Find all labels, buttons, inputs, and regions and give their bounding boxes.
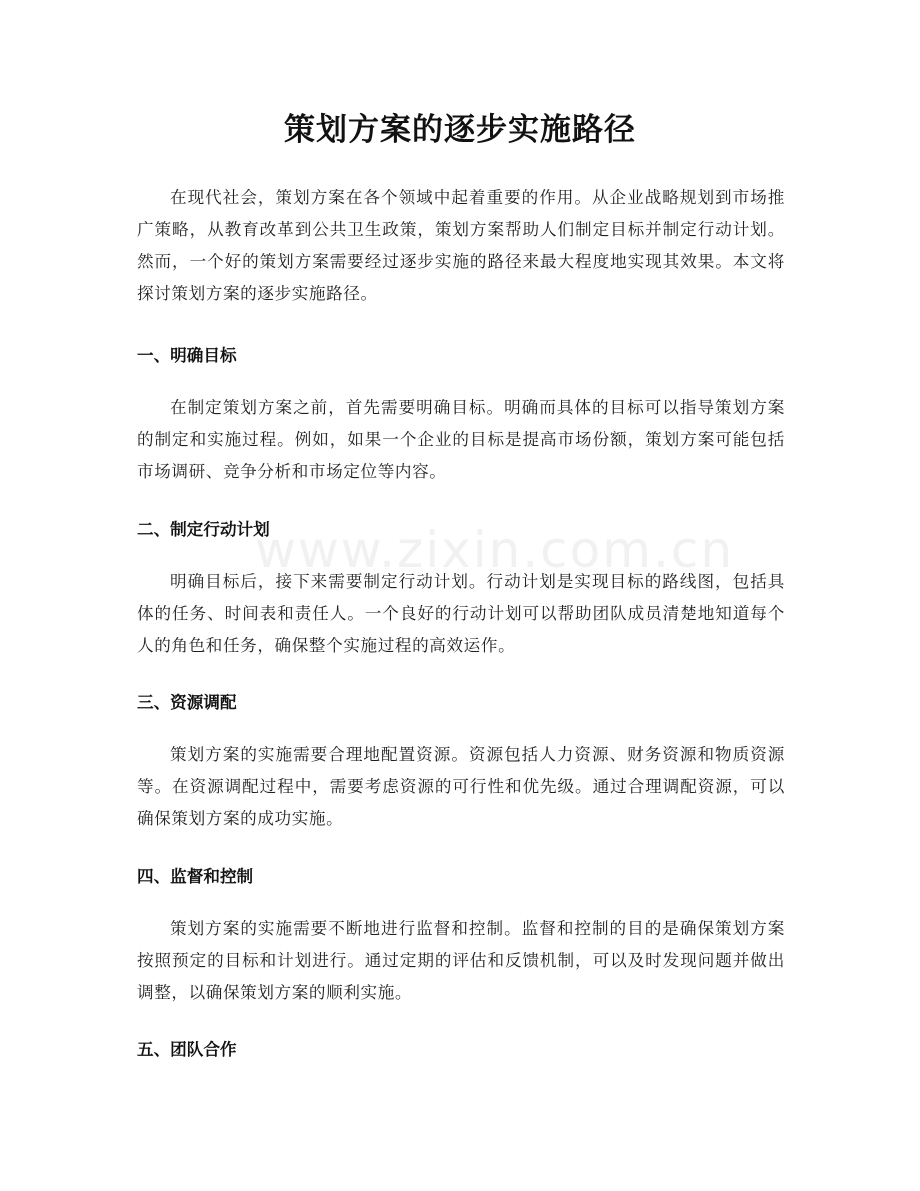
intro-paragraph: 在现代社会，策划方案在各个领域中起着重要的作用。从企业战略规划到市场推广策略，从教育改革到公共卫生政策，策划方案帮助人们制定目标并制定行动计划。然而，一个好的策划方案需要经过逐步实施的路径来最大程度地实现其效果。本文将探讨策划方案的逐步实施路径。 <box>137 188 785 303</box>
section-body-4: 策划方案的实施需要不断地进行监督和控制。监督和控制的目的是确保策划方案按照预定的目标和计划进行。通过定期的评估和反馈机制，可以及时发现问题并做出调整，以确保策划方案的顺利实施。 <box>137 919 785 1002</box>
section-heading-1: 一、明确目标 <box>137 346 237 365</box>
section-body-3: 策划方案的实施需要合理地配置资源。资源包括人力资源、财务资源和物质资源等。在资源调配过程中，需要考虑资源的可行性和优先级。通过合理调配资源，可以确保策划方案的成功实施。 <box>137 745 785 828</box>
watermark: www.zixin.com.cn <box>255 521 735 579</box>
section-heading-5: 五、团队合作 <box>137 1040 237 1059</box>
section-heading-4: 四、监督和控制 <box>137 867 254 886</box>
section-heading-2: 二、制定行动计划 <box>137 520 270 539</box>
document-title: 策划方案的逐步实施路径 <box>284 112 636 148</box>
section-heading-3: 三、资源调配 <box>137 693 237 712</box>
section-body-1: 在制定策划方案之前，首先需要明确目标。明确而具体的目标可以指导策划方案的制定和实施过程。例如，如果一个企业的目标是提高市场份额，策划方案可能包括市场调研、竞争分析和市场定位等内容。 <box>137 398 785 481</box>
section-body-2: 明确目标后，接下来需要制定行动计划。行动计划是实现目标的路线图，包括具体的任务、时间表和责任人。一个良好的行动计划可以帮助团队成员清楚地知道每个人的角色和任务，确保整个实施过程的高效运作。 <box>137 572 785 655</box>
